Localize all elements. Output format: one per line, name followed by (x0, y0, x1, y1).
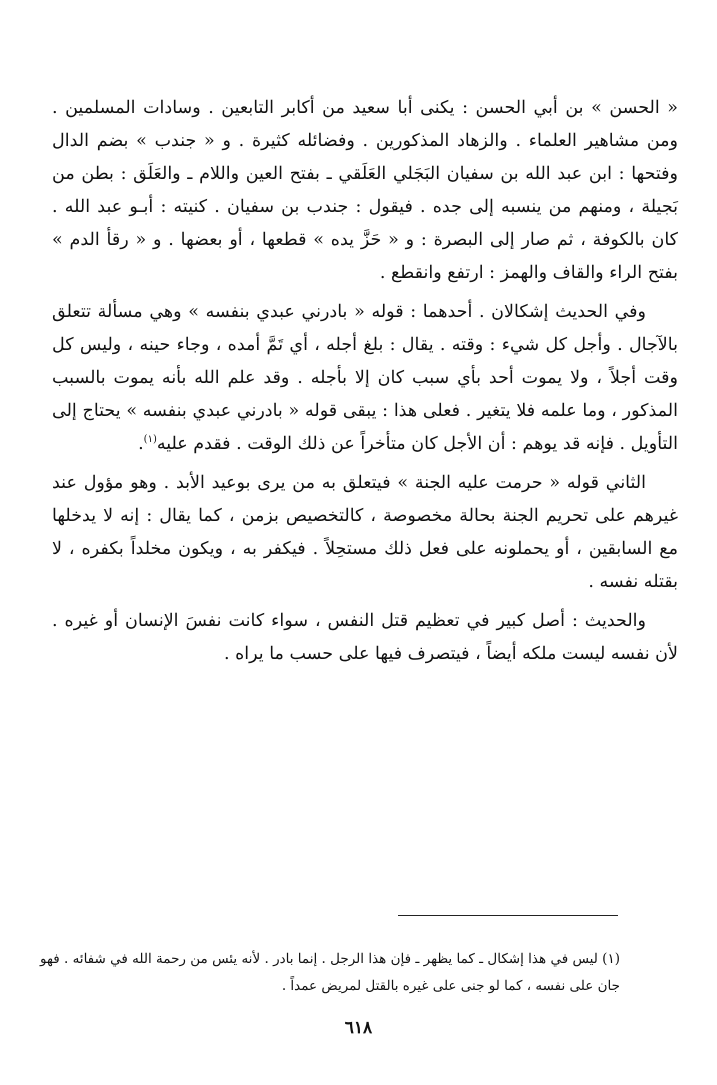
footnote-separator (398, 915, 618, 916)
footnote: (١) ليس في هذا إشكال ـ كما يظهر ـ فإن هذا الرجل . إنما بادر . لأنه يئس من رحمة الله في شفائه . فهو جان على نفسه ، كما لو جنى على غيره بالقتل لمريض عمداً . (40, 951, 620, 994)
paragraph-2 (52, 296, 678, 461)
footnote-reference: (١) (143, 434, 157, 446)
main-text (52, 92, 678, 671)
paragraph-4: والحديث : أصل كبير في تعظيم قتل النفس ، سواء كانت نفسَ الإنسان أو غيره . لأن نفسه ليست ملكه أيضاً ، فيتصرف فيها على حسب ما يراه . (52, 611, 678, 664)
paragraph-2-end: . (138, 434, 144, 454)
paragraph-1: « الحسن » بن أبي الحسن : يكنى أبا سعيد من أكابر التابعين . وسادات المسلمين . ومن مشاهير العلماء . والزهاد المذكورين . وفضائله كثيرة . و « جندب » بضم الدال وفتحها : ابن عبد الله بن سفيان البَجَلي العَلَقي ـ بفتح العين واللام ـ والعَلَق : بطن من بَجيلة ، ومنهم من ينسبه إلى جده . فيقول : جندب بن سفيان . كنيته : أبـو عبد الله . كان بالكوفة ، ثم صار إلى البصرة : و « حَزَّ يده » قطعها ، أو بعضها . و « رقأ الدم » بفتح الراء والقاف والهمز : ارتفع وانقطع . (52, 98, 678, 283)
paragraph-2-text: وفي الحديث إشكالان . أحدهما : قوله « بادرني عبدي بنفسه » وهي مسألة تتعلق بالآجال . وأجل كل شيء : وقته . يقال : بلغ أجله ، أي تَمَّ أمده ، وجاء حينه ، وليس كل وقت أجلاً ، ولا يموت أحد بأي سبب كان إلا بأجله . وقد علم الله بأنه يموت بالسبب المذكور ، وما علمه فلا يتغير . فعلى هذا : يبقى قوله « بادرني عبدي بنفسه » يحتاج إلى التأويل . فإنه قد يوهم : أن الأجل كان متأخراً عن ذلك الوقت . فقدم عليه (52, 302, 678, 454)
paragraph-3: الثاني قوله « حرمت عليه الجنة » فيتعلق به من يرى بوعيد الأبد . وهو مؤول عند غيرهم على تحريم الجنة بحالة مخصوصة ، كالتخصيص بزمن ، كما يقال : إنه لا يدخلها مع السابقين ، أو يحملونه على فعل ذلك مستحِلاً . فيكفر به ، ويكون مخلداً بكفره ، لا بقتله نفسه . (52, 473, 678, 592)
page-number: ٦١٨ (344, 1018, 373, 1038)
